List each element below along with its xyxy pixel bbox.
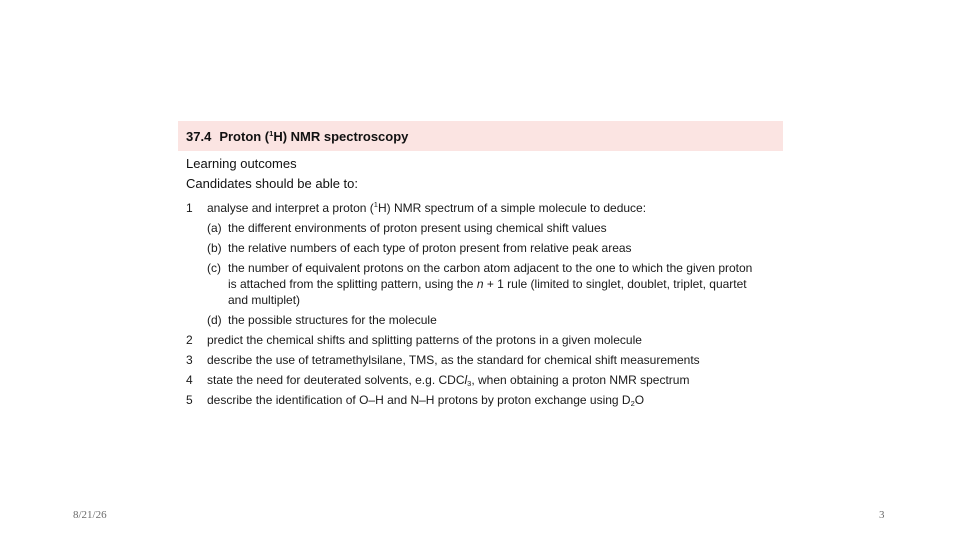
subitem-marker: (b)	[207, 241, 222, 255]
outcome-subitem-a	[207, 220, 787, 236]
outcome-text	[207, 372, 689, 388]
outcome-item-5	[186, 392, 786, 408]
footer-date: 8/21/26	[73, 509, 107, 521]
section-heading	[186, 129, 408, 144]
outcome-marker: 1	[186, 201, 193, 215]
section-title-sup: 1	[269, 128, 274, 138]
subitem-text-line2-post: + 1 rule (limited to singlet, doublet, triplet, quartet	[483, 277, 747, 291]
outcome-text-italic: l	[464, 373, 468, 387]
section-title-post: H) NMR spectroscopy	[273, 128, 409, 144]
outcome-text	[207, 392, 644, 408]
outcome-marker: 5	[186, 393, 193, 407]
outcome-text-post: , when obtaining a proton NMR spectrum	[471, 373, 690, 387]
outcome-text-pre: describe the identification of O–H and N–H protons by proton exchange using D	[207, 393, 631, 407]
outcome-text: describe the use of tetramethylsilane, TMS, as the standard for chemical shift measurements	[207, 353, 700, 367]
subitem-text-line2-pre: is attached from the splitting pattern, using the	[228, 277, 477, 291]
subitem-marker: (d)	[207, 313, 222, 327]
outcome-marker: 2	[186, 333, 193, 347]
outcome-marker: 4	[186, 373, 193, 387]
section-number: 37.4	[186, 128, 212, 144]
outcome-text-post: H) NMR spectrum of a simple molecule to deduce:	[377, 201, 647, 215]
outcome-text-post: O	[634, 393, 645, 407]
outcome-item-2	[186, 332, 786, 348]
outcome-text-sub: 3	[467, 379, 472, 388]
footer-page-number: 3	[879, 509, 885, 521]
outcome-subitem-c	[207, 260, 787, 308]
outcome-text-sup: 1	[373, 200, 378, 209]
subitem-text-line2	[228, 276, 747, 292]
learning-outcomes-title: Learning outcomes	[186, 156, 297, 171]
outcome-item-1	[186, 200, 786, 216]
subitem-text-line3: and multiplet)	[228, 293, 301, 307]
outcome-item-4	[186, 372, 786, 388]
outcome-text-sub: 2	[630, 399, 635, 408]
outcome-marker: 3	[186, 353, 193, 367]
outcome-text	[207, 200, 646, 216]
subitem-marker: (a)	[207, 221, 222, 235]
outcome-text-pre: state the need for deuterated solvents, e.g. CDC	[207, 373, 465, 387]
subitem-text-line1: the number of equivalent protons on the carbon atom adjacent to the one to which the given proton	[228, 261, 753, 275]
outcome-item-3	[186, 352, 786, 368]
outcome-subitem-d	[207, 312, 787, 328]
subitem-marker: (c)	[207, 261, 221, 275]
subitem-text-line2-italic: n	[476, 277, 484, 291]
section-heading-bar	[178, 121, 783, 151]
learning-outcomes-intro: Candidates should be able to:	[186, 176, 359, 191]
outcome-text: predict the chemical shifts and splitting patterns of the protons in a given molecule	[207, 333, 642, 347]
outcome-text-pre: analyse and interpret a proton (	[207, 201, 374, 215]
subitem-text: the different environments of proton present using chemical shift values	[228, 221, 607, 235]
subitem-text: the possible structures for the molecule	[228, 313, 437, 327]
section-title-pre: Proton (	[219, 128, 270, 144]
outcome-subitem-b	[207, 240, 787, 256]
subitem-text: the relative numbers of each type of proton present from relative peak areas	[228, 241, 632, 255]
